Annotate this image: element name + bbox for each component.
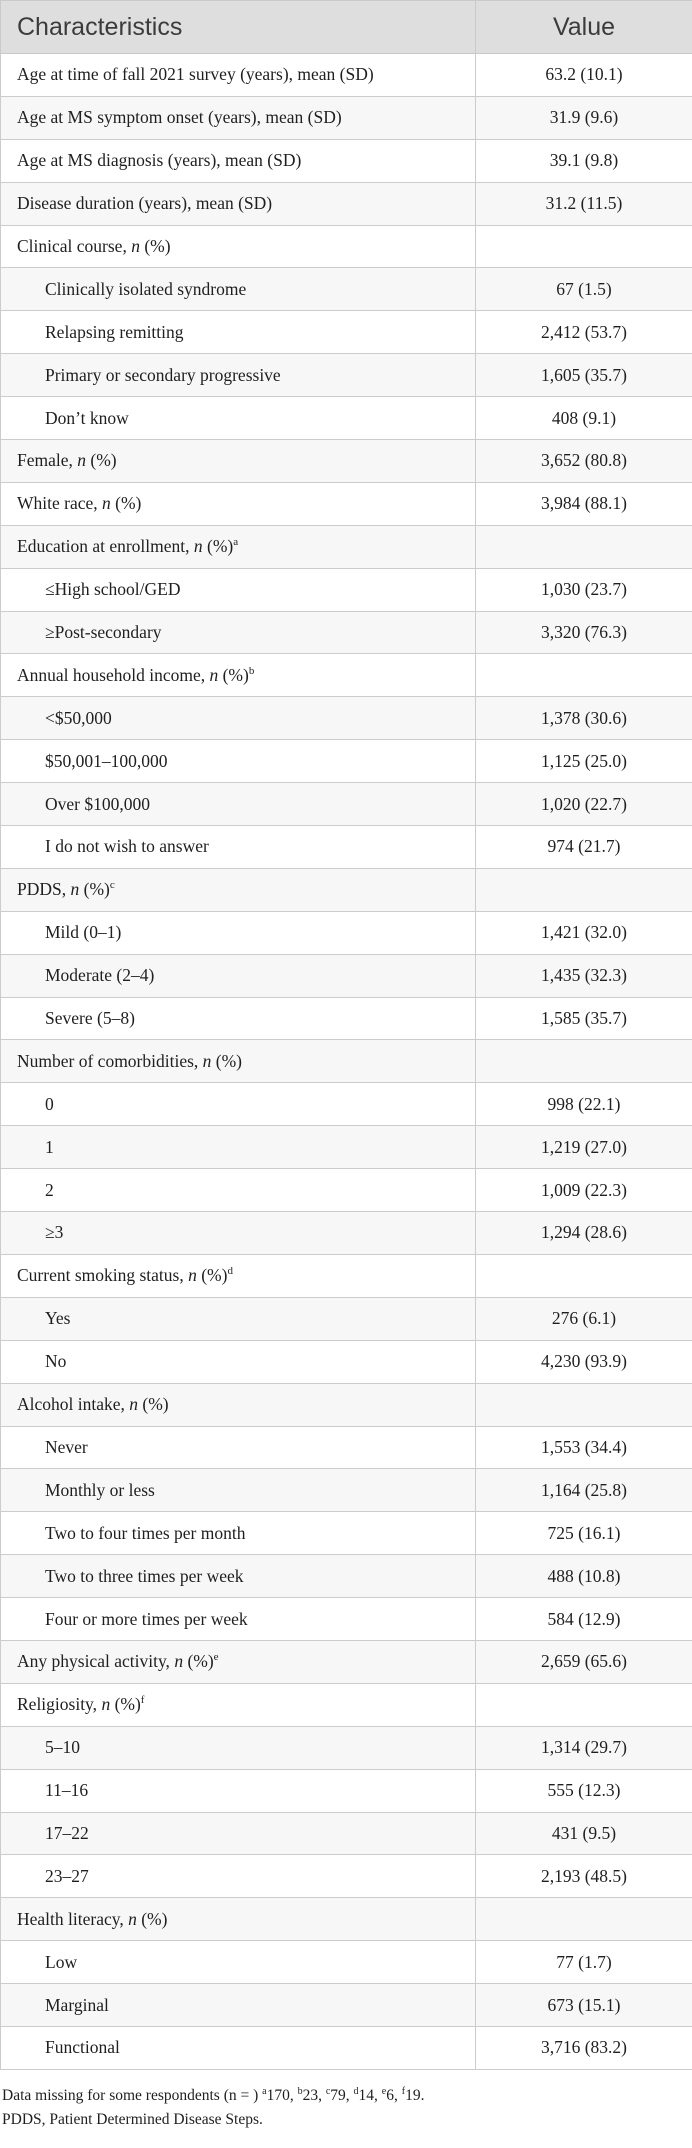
row-label-text: Age at time of fall 2021 survey (years), mean (SD) [17,64,374,85]
table-row [1,139,692,182]
table-row [1,1383,692,1426]
footnote-count: 14 [358,2086,375,2104]
table-row [1,1040,692,1083]
row-label [1,911,476,954]
footnote-separator: , [345,2086,354,2104]
row-label [1,182,476,225]
row-label-suffix: (%) [79,879,110,900]
row-value [476,1383,692,1426]
footnote-count: 19 [405,2086,421,2104]
footnote-mark: c [325,2085,331,2097]
row-label-text: White race, [17,493,103,514]
row-label-text: Over $100,000 [45,793,150,814]
table-row [1,54,692,97]
row-label [1,354,476,397]
footnote-marker: e [213,1651,219,1664]
row-label-text: Health literacy, [17,1908,129,1929]
row-label [1,697,476,740]
row-value: 3,652 (80.8) [476,440,692,483]
row-value: 3,716 (83.2) [476,2026,692,2069]
row-label-n: n [129,1394,139,1415]
table-row [1,997,692,1040]
row-label [1,1769,476,1812]
table-row [1,954,692,997]
table-row [1,568,692,611]
table-row [1,311,692,354]
row-label [1,1598,476,1641]
row-label [1,868,476,911]
row-label [1,1726,476,1769]
row-label [1,1426,476,1469]
table-row [1,868,692,911]
table-row [1,1941,692,1984]
row-label [1,1340,476,1383]
row-label [1,1169,476,1212]
row-label-text: Four or more times per week [45,1608,248,1629]
row-value: 998 (22.1) [476,1083,692,1126]
table-row [1,783,692,826]
table-row [1,482,692,525]
row-value: 1,435 (32.3) [476,954,692,997]
row-label-text: Number of comorbidities, [17,1050,203,1071]
row-label-text: Two to three times per week [45,1565,244,1586]
row-label-text: Clinical course, [17,236,132,256]
row-value: 584 (12.9) [476,1598,692,1641]
table-row [1,1212,692,1255]
table-row [1,911,692,954]
row-label-text: Alcohol intake, [17,1394,130,1415]
table-row [1,2026,692,2069]
row-label [1,1383,476,1426]
row-label-text: 23–27 [45,1865,89,1886]
footnote-separator: . [420,2086,425,2104]
footnote-marker: d [227,1265,233,1278]
row-value [476,225,692,268]
row-value [476,1898,692,1941]
table-row [1,525,692,568]
table-row [1,1426,692,1469]
row-label [1,440,476,483]
footnote-mark: e [381,2085,387,2097]
row-label-n: n [202,1050,212,1071]
footnote-separator: , [318,2086,326,2104]
row-label [1,568,476,611]
row-label [1,311,476,354]
row-label-n: n [101,1694,111,1715]
footnote-mark: f [401,2085,406,2097]
row-label-text: Two to four times per month [45,1522,246,1543]
table-body [1,54,692,2070]
row-label [1,611,476,654]
row-label-suffix: (%) [196,1265,228,1286]
row-value: 67 (1.5) [476,268,692,311]
table-row [1,1683,692,1726]
row-label [1,139,476,182]
row-value: 63.2 (10.1) [476,54,692,97]
table-row [1,1640,692,1683]
row-label [1,1083,476,1126]
row-label-text: 0 [45,1093,54,1114]
row-label-text: 11–16 [45,1780,89,1801]
table-row [1,354,692,397]
abbreviation-note: PDDS, Patient Determined Disease Steps. [2,2110,263,2128]
table-row [1,1855,692,1898]
row-label-text: PDDS, [17,879,71,900]
row-value: 1,378 (30.6) [476,697,692,740]
row-label-text: Clinically isolated syndrome [45,278,247,299]
row-label-text: ≥3 [45,1222,64,1243]
table-row [1,1169,692,1212]
row-label-text: Female, [17,450,78,471]
row-label-n: n [209,664,219,685]
missing-data-note [0,2084,692,2108]
row-value [476,1040,692,1083]
row-value: 1,421 (32.0) [476,911,692,954]
row-label-suffix: (%) [183,1651,214,1672]
row-label-text: Disease duration (years), mean (SD) [17,193,273,214]
row-value: 4,230 (93.9) [476,1340,692,1383]
row-label-text: Annual household income, [17,664,210,685]
row-label-text: Mild (0–1) [45,922,122,943]
row-value: 974 (21.7) [476,826,692,869]
footnote-count: 170 [266,2086,290,2104]
footnote-marker: a [233,536,239,549]
header-characteristics: Characteristics [1,1,476,54]
row-label [1,1469,476,1512]
row-label-text: Never [45,1436,88,1457]
table-row [1,740,692,783]
row-label-text: 5–10 [45,1737,80,1758]
row-label-text: Severe (5–8) [45,1008,135,1029]
row-label-n: n [174,1651,184,1672]
row-label-n: n [193,536,203,557]
header-value: Value [476,1,692,54]
row-label [1,997,476,1040]
table-row [1,1512,692,1555]
row-value: 673 (15.1) [476,1984,692,2027]
row-value: 1,009 (22.3) [476,1169,692,1212]
row-label-text: Moderate (2–4) [45,965,155,986]
row-label-text: Monthly or less [45,1479,155,1500]
row-value: 2,659 (65.6) [476,1640,692,1683]
table-row [1,1898,692,1941]
row-label-text: No [45,1351,67,1372]
row-label-suffix: (%) [218,664,249,685]
row-value: 1,164 (25.8) [476,1469,692,1512]
row-label [1,1683,476,1726]
table-row [1,397,692,440]
row-value: 2,193 (48.5) [476,1855,692,1898]
row-label [1,826,476,869]
row-label-suffix: (%) [136,1908,168,1929]
row-label [1,1898,476,1941]
table-row [1,611,692,654]
row-label-suffix: (%) [110,1694,141,1715]
row-label [1,1040,476,1083]
row-value [476,525,692,568]
footnote-count: 6 [386,2086,394,2104]
row-label-n: n [128,1908,137,1929]
row-value: 31.2 (11.5) [476,182,692,225]
row-value: 2,412 (53.7) [476,311,692,354]
row-value: 1,219 (27.0) [476,1126,692,1169]
table-row [1,1083,692,1126]
row-label-suffix: (%) [211,1050,243,1071]
footnote-separator: , [394,2086,402,2104]
row-label-n: n [70,879,80,900]
row-label-text: Age at MS symptom onset (years), mean (SD) [17,107,342,128]
row-label-text: 1 [45,1136,54,1157]
footnote-mark: a [262,2085,267,2097]
footnote-mark: b [297,2085,303,2097]
table-row [1,1555,692,1598]
row-label [1,96,476,139]
row-label-text: 17–22 [45,1822,89,1843]
row-label-text: ≥Post-secondary [45,622,162,643]
row-label-suffix: (%) [110,493,142,514]
row-label [1,654,476,697]
row-label-suffix: (%) [139,236,171,256]
row-value: 431 (9.5) [476,1812,692,1855]
footnote-marker: f [140,1694,145,1707]
row-label [1,54,476,97]
row-label-suffix: (%) [138,1394,169,1415]
row-label-text: Current smoking status, [17,1265,189,1286]
row-value: 31.9 (9.6) [476,96,692,139]
row-value: 3,984 (88.1) [476,482,692,525]
row-label-text: Age at MS diagnosis (years), mean (SD) [17,150,302,171]
row-value: 1,314 (29.7) [476,1726,692,1769]
table-row [1,1297,692,1340]
row-label-text: Education at enrollment, [17,536,194,557]
row-label [1,1254,476,1297]
row-label-suffix: (%) [86,450,117,471]
footnote-mark: d [353,2085,359,2097]
footnote-marker: b [248,665,255,678]
missing-data-prefix: Data missing for some respondents (n = ) [2,2086,263,2104]
row-label [1,1941,476,1984]
row-label-n: n [131,236,140,256]
row-value: 408 (9.1) [476,397,692,440]
row-value [476,1683,692,1726]
missing-data-items [262,2087,424,2104]
row-value: 725 (16.1) [476,1512,692,1555]
table-row [1,1598,692,1641]
row-label [1,1855,476,1898]
footnote-count: 23 [302,2086,319,2104]
table-row [1,96,692,139]
row-value: 276 (6.1) [476,1297,692,1340]
row-label [1,268,476,311]
row-label-text: Primary or secondary progressive [45,364,281,385]
row-label [1,1297,476,1340]
table-row [1,654,692,697]
row-value: 3,320 (76.3) [476,611,692,654]
row-label-text: I do not wish to answer [45,836,209,857]
table-row [1,1726,692,1769]
row-label-text: Marginal [45,1994,109,2015]
row-value: 555 (12.3) [476,1769,692,1812]
row-label [1,740,476,783]
table-row [1,826,692,869]
row-value: 1,605 (35.7) [476,354,692,397]
row-label-text: Don’t know [45,407,129,428]
row-label [1,1512,476,1555]
table-row [1,440,692,483]
row-value: 1,553 (34.4) [476,1426,692,1469]
row-value: 1,020 (22.7) [476,783,692,826]
table-row [1,1469,692,1512]
row-label-text: ≤High school/GED [45,579,181,600]
row-label-n: n [77,450,87,471]
row-value: 1,585 (35.7) [476,997,692,1040]
table-row [1,1984,692,2027]
row-value: 1,030 (23.7) [476,568,692,611]
row-label-suffix: (%) [202,536,234,557]
row-value [476,868,692,911]
row-label-text: Any physical activity, [17,1651,175,1672]
row-label [1,225,476,268]
row-label-text: Yes [45,1308,71,1329]
table-row [1,268,692,311]
table-row [1,225,692,268]
row-label [1,1812,476,1855]
row-label-n: n [102,493,111,514]
row-label [1,2026,476,2069]
table-row [1,182,692,225]
row-value: 77 (1.7) [476,1941,692,1984]
table-row [1,697,692,740]
footnote-marker: c [109,879,115,892]
row-label-text: $50,001–100,000 [45,750,168,771]
row-label [1,1212,476,1255]
table-header-row [1,1,692,54]
table-row [1,1812,692,1855]
footnote-separator: , [374,2086,382,2104]
row-label-text: Low [45,1951,78,1972]
table-row [1,1340,692,1383]
row-label [1,525,476,568]
row-label-text: Relapsing remitting [45,321,184,342]
row-label [1,783,476,826]
table-row [1,1126,692,1169]
table-row [1,1769,692,1812]
row-label-n: n [188,1265,197,1286]
row-label [1,1555,476,1598]
row-label-text: Religiosity, [17,1694,102,1715]
row-label [1,1126,476,1169]
row-value [476,654,692,697]
row-value [476,1254,692,1297]
row-value: 1,294 (28.6) [476,1212,692,1255]
row-label-text: 2 [45,1179,54,1200]
row-label [1,1640,476,1683]
row-label [1,482,476,525]
row-label-text: <$50,000 [45,707,112,728]
row-label [1,1984,476,2027]
row-label [1,954,476,997]
row-value: 39.1 (9.8) [476,139,692,182]
row-value: 488 (10.8) [476,1555,692,1598]
table-row [1,1254,692,1297]
footnote-separator: , [289,2086,298,2104]
row-label-text: Functional [45,2037,120,2058]
row-label [1,397,476,440]
row-value: 1,125 (25.0) [476,740,692,783]
footnote-count: 79 [330,2086,346,2104]
